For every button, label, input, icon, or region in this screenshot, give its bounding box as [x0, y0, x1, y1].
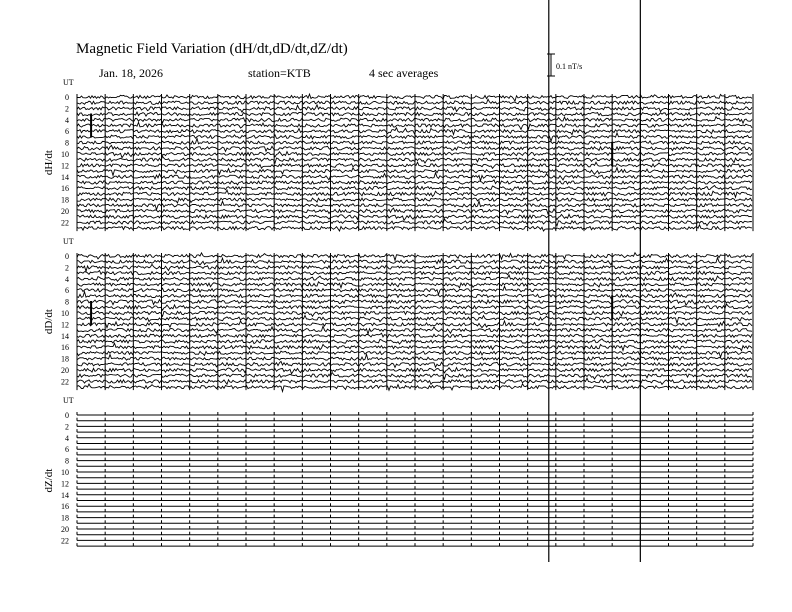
row-label: 16: [61, 343, 69, 353]
chart-title: Magnetic Field Variation (dH/dt,dD/dt,dZ/dt): [76, 41, 348, 57]
ut-label: UT: [63, 78, 74, 87]
row-label: 10: [61, 309, 69, 318]
hour-ticks: [77, 140, 753, 146]
station-label: station=KTB: [248, 66, 311, 80]
row-label: 12: [61, 320, 69, 330]
panel-name: dZ/dt: [43, 468, 55, 493]
row-label: 0: [65, 93, 69, 102]
row-label: 16: [61, 184, 69, 194]
panel-name: dD/dt: [43, 309, 55, 335]
hour-ticks: [77, 282, 753, 288]
row-label: 20: [61, 366, 69, 375]
hour-ticks: [77, 180, 753, 186]
row-label: 2: [65, 422, 69, 432]
row-label: 10: [61, 468, 69, 477]
averaging-label: 4 sec averages: [369, 66, 439, 80]
panel-name: dH/dt: [43, 150, 55, 176]
hour-ticks: [77, 157, 753, 163]
row-label: 18: [61, 195, 69, 205]
row-label: 20: [61, 207, 69, 216]
row-label: 2: [65, 104, 69, 114]
row-label: 18: [61, 513, 69, 523]
row-label: 0: [65, 252, 69, 261]
row-label: 6: [65, 127, 69, 137]
row-label: 2: [65, 263, 69, 273]
hour-ticks: [77, 145, 753, 151]
row-label: 14: [61, 490, 69, 500]
row-label: 12: [61, 161, 69, 171]
hour-ticks: [77, 270, 753, 276]
hour-ticks: [77, 287, 753, 293]
row-label: 22: [61, 536, 69, 546]
row-label: 16: [61, 502, 69, 512]
panel-1: [43, 78, 753, 231]
row-label: 22: [61, 377, 69, 387]
hour-ticks: [77, 384, 753, 390]
row-label: 14: [61, 172, 69, 182]
row-label: 8: [65, 456, 69, 466]
row-label: 4: [65, 433, 69, 443]
row-label: 4: [65, 274, 69, 284]
date-label: Jan. 18, 2026: [99, 66, 163, 80]
row-label: 22: [61, 218, 69, 228]
ut-label: UT: [63, 396, 74, 405]
row-label: 10: [61, 150, 69, 159]
scale-label: 0.1 nT/s: [556, 62, 583, 71]
ut-label: UT: [63, 237, 74, 246]
row-label: 20: [61, 525, 69, 534]
hour-ticks: [77, 344, 753, 350]
row-label: 8: [65, 138, 69, 148]
row-label: 6: [65, 445, 69, 455]
row-label: 4: [65, 115, 69, 125]
row-label: 18: [61, 354, 69, 364]
row-label: 8: [65, 297, 69, 307]
panel-2: [43, 237, 753, 392]
row-label: 6: [65, 286, 69, 296]
row-label: 14: [61, 331, 69, 341]
panel-3: [43, 396, 753, 546]
row-label: 12: [61, 479, 69, 489]
row-label: 0: [65, 411, 69, 420]
